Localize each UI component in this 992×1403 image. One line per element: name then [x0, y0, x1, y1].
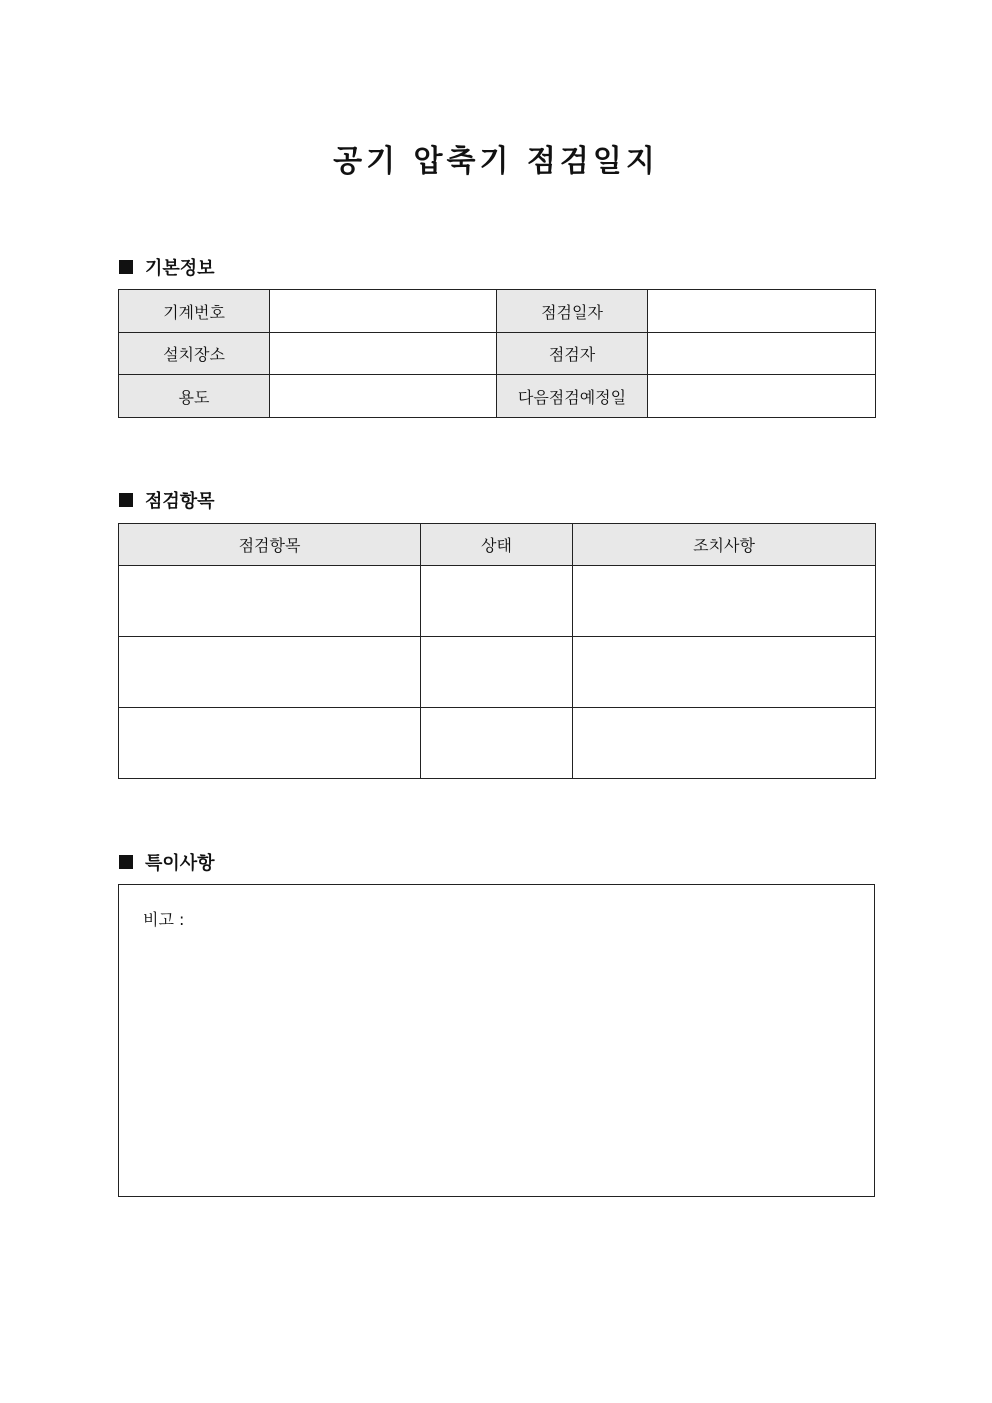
action-cell[interactable] [573, 566, 876, 637]
column-header-item: 점검항목 [119, 524, 421, 566]
status-cell[interactable] [421, 708, 573, 779]
status-cell[interactable] [421, 637, 573, 708]
status-cell[interactable] [421, 566, 573, 637]
section-title: 특이사항 [145, 853, 215, 874]
label-purpose: 용도 [119, 375, 270, 418]
inspection-table [118, 523, 876, 779]
section-title: 기본정보 [145, 258, 215, 279]
label-inspection-date: 점검일자 [497, 290, 648, 333]
label-inspector: 점검자 [497, 333, 648, 375]
install-location-field[interactable] [270, 333, 497, 375]
table-row [119, 333, 876, 375]
column-header-status: 상태 [421, 524, 573, 566]
section-heading-basic-info [119, 254, 215, 280]
label-next-inspection-date: 다음점검예정일 [497, 375, 648, 418]
machine-number-field[interactable] [270, 290, 497, 333]
basic-info-table [118, 289, 876, 418]
square-bullet-icon [119, 260, 133, 274]
purpose-field[interactable] [270, 375, 497, 418]
item-cell[interactable] [119, 637, 421, 708]
table-row [119, 290, 876, 333]
inspection-date-field[interactable] [648, 290, 876, 333]
table-row [119, 637, 876, 708]
section-heading-inspection [119, 487, 215, 513]
section-heading-remarks [119, 849, 215, 875]
square-bullet-icon [119, 493, 133, 507]
table-header-row [119, 524, 876, 566]
remarks-label: 비고 : [143, 910, 185, 929]
item-cell[interactable] [119, 566, 421, 637]
label-install-location: 설치장소 [119, 333, 270, 375]
square-bullet-icon [119, 855, 133, 869]
inspector-field[interactable] [648, 333, 876, 375]
table-row [119, 566, 876, 637]
remarks-box[interactable] [118, 884, 875, 1197]
label-machine-number: 기계번호 [119, 290, 270, 333]
item-cell[interactable] [119, 708, 421, 779]
section-title: 점검항목 [145, 491, 215, 512]
next-inspection-date-field[interactable] [648, 375, 876, 418]
action-cell[interactable] [573, 637, 876, 708]
table-row [119, 375, 876, 418]
action-cell[interactable] [573, 708, 876, 779]
column-header-action: 조치사항 [573, 524, 876, 566]
table-row [119, 708, 876, 779]
page-title: 공기 압축기 점검일지 [333, 144, 659, 179]
